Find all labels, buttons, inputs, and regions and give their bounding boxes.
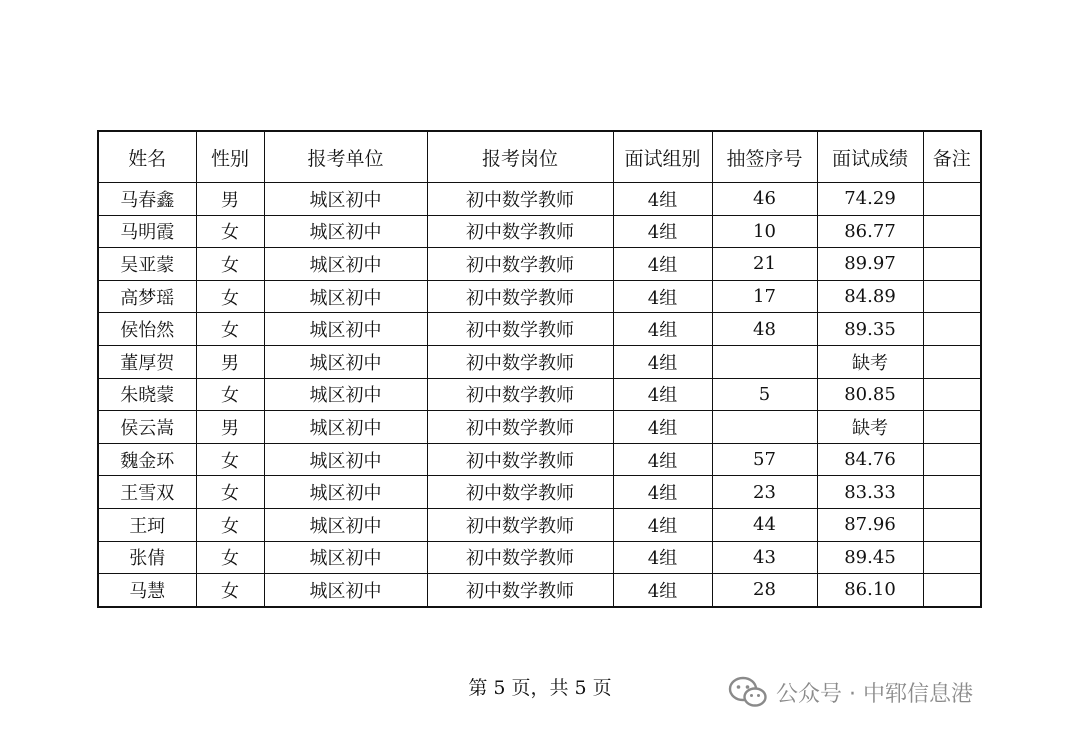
table-cell: 4组	[613, 248, 712, 281]
table-cell: 46	[712, 183, 817, 216]
table-cell: 4组	[613, 378, 712, 411]
table-cell: 初中数学教师	[427, 378, 613, 411]
table-cell: 84.76	[817, 443, 923, 476]
table-cell: 城区初中	[264, 313, 427, 346]
table-cell: 初中数学教师	[427, 508, 613, 541]
table-cell: 89.97	[817, 248, 923, 281]
table-cell: 城区初中	[264, 378, 427, 411]
wechat-icon	[728, 676, 768, 708]
table-cell: 4组	[613, 183, 712, 216]
table-cell: 5	[712, 378, 817, 411]
table-row	[98, 541, 981, 574]
table-cell: 初中数学教师	[427, 476, 613, 509]
table-cell: 城区初中	[264, 443, 427, 476]
table-cell: 74.29	[817, 183, 923, 216]
table-cell: 女	[196, 541, 264, 574]
table-cell: 10	[712, 215, 817, 248]
table-cell: 缺考	[817, 345, 923, 378]
column-header: 报考岗位	[427, 131, 613, 183]
table-cell: 4组	[613, 541, 712, 574]
table-cell: 初中数学教师	[427, 574, 613, 607]
column-header: 性别	[196, 131, 264, 183]
table-cell: 城区初中	[264, 183, 427, 216]
table-cell: 初中数学教师	[427, 280, 613, 313]
table-cell: 4组	[613, 574, 712, 607]
table-cell: 侯怡然	[98, 313, 196, 346]
table-cell	[923, 280, 981, 313]
table-cell: 马春鑫	[98, 183, 196, 216]
table-cell: 王雪双	[98, 476, 196, 509]
table-cell: 初中数学教师	[427, 411, 613, 444]
score-table	[97, 130, 982, 608]
table-cell: 女	[196, 443, 264, 476]
table-cell: 23	[712, 476, 817, 509]
table-cell: 28	[712, 574, 817, 607]
table-cell: 4组	[613, 443, 712, 476]
table-cell: 86.10	[817, 574, 923, 607]
column-header: 面试成绩	[817, 131, 923, 183]
table-cell: 城区初中	[264, 280, 427, 313]
table-cell: 初中数学教师	[427, 443, 613, 476]
table-cell: 初中数学教师	[427, 345, 613, 378]
table-cell: 初中数学教师	[427, 215, 613, 248]
table-cell: 男	[196, 183, 264, 216]
table-cell	[923, 248, 981, 281]
header-row	[98, 131, 981, 183]
column-header: 姓名	[98, 131, 196, 183]
table-cell: 男	[196, 345, 264, 378]
table-cell: 城区初中	[264, 215, 427, 248]
table-cell: 高梦瑶	[98, 280, 196, 313]
table-cell: 马明霞	[98, 215, 196, 248]
table-cell: 4组	[613, 411, 712, 444]
table-cell: 初中数学教师	[427, 541, 613, 574]
table-cell: 男	[196, 411, 264, 444]
watermark-text: 公众号 · 中郓信息港	[776, 681, 973, 707]
table-cell: 城区初中	[264, 248, 427, 281]
table-cell: 城区初中	[264, 508, 427, 541]
table-row	[98, 574, 981, 607]
table-cell: 缺考	[817, 411, 923, 444]
table-cell	[712, 345, 817, 378]
table-cell: 女	[196, 476, 264, 509]
table-row	[98, 248, 981, 281]
table-row	[98, 215, 981, 248]
table-row	[98, 476, 981, 509]
table-cell: 4组	[613, 313, 712, 346]
table-cell	[923, 378, 981, 411]
table-cell: 86.77	[817, 215, 923, 248]
page-number: 第 5 页，共 5 页	[468, 677, 612, 699]
table-cell: 初中数学教师	[427, 313, 613, 346]
table-cell: 初中数学教师	[427, 183, 613, 216]
watermark	[728, 676, 973, 708]
table-cell: 44	[712, 508, 817, 541]
table-cell: 女	[196, 574, 264, 607]
table-cell: 21	[712, 248, 817, 281]
table-cell: 4组	[613, 476, 712, 509]
table-row	[98, 411, 981, 444]
table-cell: 朱晓蒙	[98, 378, 196, 411]
column-header: 报考单位	[264, 131, 427, 183]
table-cell	[923, 411, 981, 444]
table-cell: 城区初中	[264, 541, 427, 574]
table-row	[98, 443, 981, 476]
table-cell: 84.89	[817, 280, 923, 313]
table-row	[98, 508, 981, 541]
table-cell: 城区初中	[264, 345, 427, 378]
table-cell: 女	[196, 215, 264, 248]
table-cell: 4组	[613, 508, 712, 541]
table-cell: 吴亚蒙	[98, 248, 196, 281]
table-cell: 女	[196, 378, 264, 411]
table-cell	[923, 215, 981, 248]
table-cell	[923, 345, 981, 378]
table-cell	[712, 411, 817, 444]
table-cell: 17	[712, 280, 817, 313]
table-cell: 4组	[613, 280, 712, 313]
table-cell: 董厚贺	[98, 345, 196, 378]
table-cell: 83.33	[817, 476, 923, 509]
table-row	[98, 280, 981, 313]
table-row	[98, 345, 981, 378]
table-cell: 侯云嵩	[98, 411, 196, 444]
table-cell: 57	[712, 443, 817, 476]
table-cell	[923, 508, 981, 541]
table-cell	[923, 313, 981, 346]
table-cell	[923, 183, 981, 216]
table-cell: 张倩	[98, 541, 196, 574]
table-cell	[923, 443, 981, 476]
column-header: 备注	[923, 131, 981, 183]
table-cell: 女	[196, 313, 264, 346]
table-cell: 城区初中	[264, 411, 427, 444]
table-cell: 城区初中	[264, 476, 427, 509]
table-cell: 4组	[613, 345, 712, 378]
table-cell	[923, 574, 981, 607]
table-row	[98, 378, 981, 411]
table-cell: 女	[196, 508, 264, 541]
table-cell: 魏金环	[98, 443, 196, 476]
table-row	[98, 313, 981, 346]
table-cell: 43	[712, 541, 817, 574]
table-cell: 80.85	[817, 378, 923, 411]
table-body	[98, 183, 981, 607]
table-cell: 48	[712, 313, 817, 346]
table-cell: 4组	[613, 215, 712, 248]
table-cell: 87.96	[817, 508, 923, 541]
table-cell: 马慧	[98, 574, 196, 607]
table-cell: 女	[196, 248, 264, 281]
table-cell: 初中数学教师	[427, 248, 613, 281]
table-cell	[923, 476, 981, 509]
column-header: 面试组别	[613, 131, 712, 183]
table-cell: 89.35	[817, 313, 923, 346]
table-row	[98, 183, 981, 216]
table-cell	[923, 541, 981, 574]
column-header: 抽签序号	[712, 131, 817, 183]
table-cell: 王珂	[98, 508, 196, 541]
table-cell: 89.45	[817, 541, 923, 574]
table-cell: 女	[196, 280, 264, 313]
table-cell: 城区初中	[264, 574, 427, 607]
